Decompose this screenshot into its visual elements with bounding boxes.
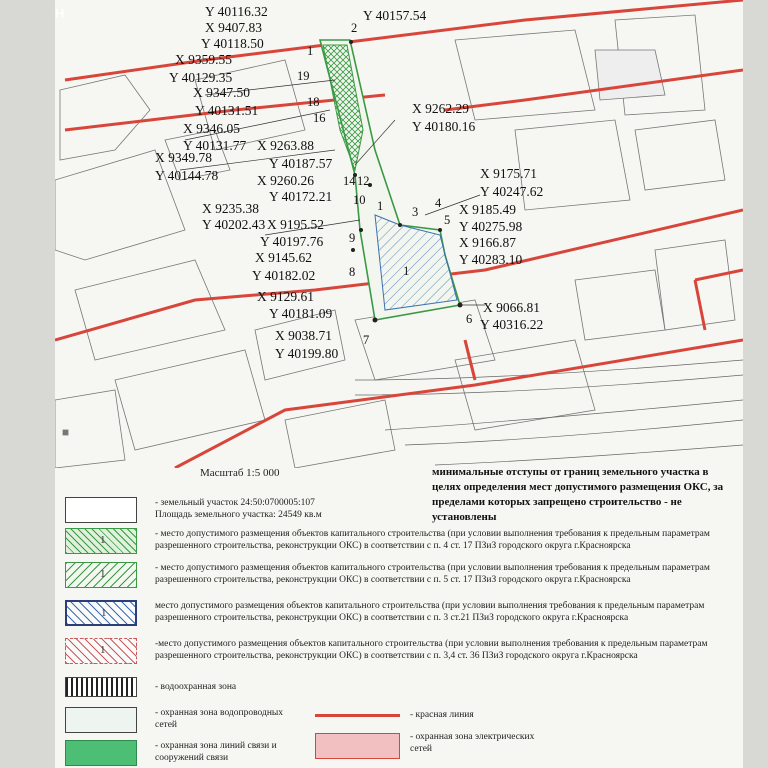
hatch-red-swatch: 1 [65, 638, 137, 664]
coord-label: Y 40316.22 [480, 317, 544, 332]
legend-text: - охранная зона водопроводных сетей [155, 708, 284, 730]
point-number: 2 [351, 21, 358, 35]
point-number: 9 [349, 231, 356, 245]
point-number: 6 [466, 312, 473, 326]
coord-label: Y 40129.35 [169, 70, 233, 85]
hatch-blue-swatch: 1 [65, 600, 137, 626]
coord-label: X 9175.71 [480, 166, 537, 181]
coord-label: Y 40202.43 [202, 217, 266, 232]
setback-note: минимальные отступы от границ земельного участка в целях определения мест допустимого размещения ОКС, за пределами которых запрещено строительство - не установлены [432, 466, 724, 523]
coord-label: X 9349.78 [155, 150, 212, 165]
coord-label: X 9359.55 [175, 52, 232, 67]
water-pipe-swatch [65, 707, 137, 733]
vertical-stripe-swatch [65, 677, 137, 697]
coord-label: Y 40181.09 [269, 306, 333, 321]
coord-label: X 9185.49 [459, 202, 516, 217]
coord-label: X 9129.61 [257, 289, 314, 304]
map-sheet [55, 0, 743, 768]
electric-swatch [315, 733, 400, 759]
coord-label: X 9346.05 [183, 121, 240, 136]
coord-label: Y 40180.16 [412, 119, 476, 134]
red-line-swatch [315, 714, 400, 717]
point-number: 1 [307, 44, 314, 58]
coord-label: Y 40199.80 [275, 346, 339, 361]
point-number: 1 [377, 199, 384, 213]
coord-label: X 9066.81 [483, 300, 540, 315]
crosshatch-green-swatch: 1 [65, 528, 137, 554]
legend-text: - земельный участок 24:50:0700005:107 [155, 498, 315, 508]
legend-zone-p34 [65, 638, 725, 674]
legend-text: - охранная зона линий связи и сооружений связи [155, 741, 277, 763]
map-scale: Масштаб 1:5 000 [200, 467, 280, 479]
point-number: 4 [435, 196, 442, 210]
legend-text: - охранная зона электрических сетей [410, 732, 535, 754]
point-number: 3 [412, 205, 419, 219]
point-number: 12 [357, 174, 370, 188]
legend-water [65, 677, 465, 699]
coord-label: X 9145.62 [255, 250, 312, 265]
coord-label: X 9195.52 [267, 217, 324, 232]
coord-label: Y 40131.51 [195, 103, 259, 118]
coord-label: Y 40187.57 [269, 156, 333, 171]
legend-zone-p4 [65, 528, 725, 556]
point-number: 19 [297, 69, 310, 83]
coord-label: Y 40197.76 [260, 234, 324, 249]
legend-zone-p3 [65, 600, 725, 636]
point-number: 16 [313, 111, 326, 125]
coord-label: Y 40144.78 [155, 168, 219, 183]
point-number: 8 [349, 265, 356, 279]
coord-label: X 9263.88 [257, 138, 314, 153]
parcel-swatch [65, 497, 137, 523]
legend-parcel [65, 497, 665, 523]
legend-text: место допустимого размещения объектов капитального строительства (при условии выполнения требования к предельным параметрам разрешенного строительства, реконструкции ОКС) в соответствии с п. 3 ст.21 ПЗиЗ городского округа г.Красноярска [155, 601, 705, 623]
legend-text: Площадь земельного участка: 24549 кв.м [155, 510, 322, 520]
cadastral-map [55, 0, 743, 468]
legend-text: - водоохранная зона [155, 682, 237, 692]
coord-label: Y 40157.54 [363, 8, 427, 23]
coord-label: X 9038.71 [275, 328, 332, 343]
point-number: 18 [307, 95, 320, 109]
coord-label: Y 40275.98 [459, 219, 523, 234]
comm-swatch [65, 740, 137, 766]
point-number: 14 [343, 174, 356, 188]
coord-label: Y 40283.10 [459, 252, 523, 267]
watermark-text: Н [55, 6, 65, 21]
coord-label: Y 40182.02 [252, 268, 316, 283]
hatch-green-swatch: 1 [65, 562, 137, 588]
legend-zone-p5 [65, 562, 725, 590]
coord-label: X 9166.87 [459, 235, 516, 250]
coord-label: Y 40118.50 [201, 36, 264, 51]
coord-label: X 9407.83 [205, 20, 262, 35]
coord-label: Y 40247.62 [480, 184, 544, 199]
road-lines [355, 360, 743, 465]
coord-label: Y 40131.77 [183, 138, 247, 153]
coord-label: Y 40116.32 [205, 4, 268, 19]
legend-comm [65, 732, 725, 768]
parcel-polygon [320, 40, 460, 320]
coord-label: X 9235.38 [202, 201, 259, 216]
coord-label: X 9262.29 [412, 101, 469, 116]
point-number: 10 [353, 193, 366, 207]
legend-text: - красная линия [410, 710, 474, 720]
point-number: 7 [363, 333, 370, 347]
legend-text: - место допустимого размещения объектов капитального строительства (при условии выполнения требования к предельным параметрам разрешенного строительства, реконструкции ОКС) в соответствии с п. 5 ст. 17 ПЗиЗ городского округа г.Красноярска [155, 563, 710, 585]
point-number: 5 [444, 213, 451, 227]
zone-label: 1 [403, 263, 410, 278]
coord-label: Y 40172.21 [269, 189, 333, 204]
legend-water-pipe [65, 707, 725, 735]
legend-text: - место допустимого размещения объектов капитального строительства (при условии выполнения требования к предельным параметрам разрешенного строительства, реконструкции ОКС) в соответствии с п. 4 ст. 17 ПЗиЗ городского округа г.Красноярска [155, 529, 710, 551]
legend-text: -место допустимого размещения объектов капитального строительства (при условии выполнения требования к предельным параметрам разрешенного строительства, реконструкции ОКС) в соответствии с п. 3,4 ст. 36 ПЗиЗ городского округа г.Красноярска [155, 639, 708, 661]
coord-label: X 9260.26 [257, 173, 314, 188]
coord-label: X 9347.50 [193, 85, 250, 100]
